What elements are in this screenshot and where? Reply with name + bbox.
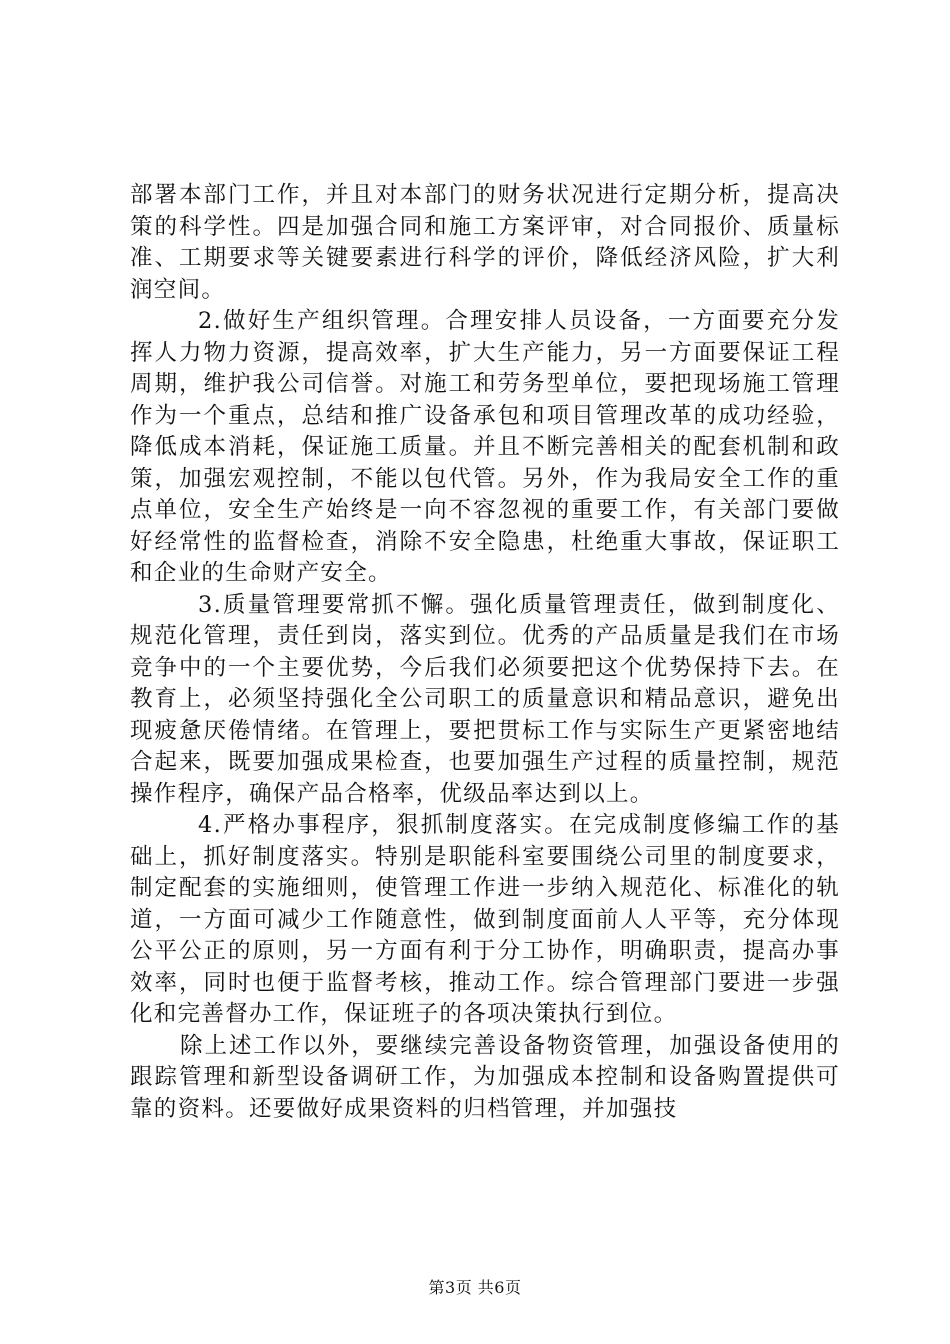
document-body (130, 180, 840, 1125)
paragraph-closing: 除上述工作以外，要继续完善设备物资管理，加强设备使用的跟踪管理和新型设备调研工作，为加强成本控制和设备购置提供可靠的资料。还要做好成果资料的归档管理，并加强技 (130, 1032, 840, 1122)
paragraph-continuation: 部署本部门工作，并且对本部门的财务状况进行定期分析，提高决策的科学性。四是加强合同和施工方案评审，对合同报价、质量标准、工期要求等关键要素进行科学的评价，降低经济风险，扩大利润空间。 (130, 182, 840, 303)
page-number-footer: 第3页 共6页 (428, 1278, 522, 1297)
paragraph-item-3: 3.质量管理要常抓不懈。强化质量管理责任，做到制度化、规范化管理，责任到岗，落实到位。优秀的产品质量是我们在市场竞争中的一个主要优势，今后我们必须要把这个优势保持下去。在教育上，必须坚持强化全公司职工的质量意识和精品意识，避免出现疲惫厌倦情绪。在管理上，要把贯标工作与实际生产更紧密地结合起来，既要加强成果检查，也要加强生产过程的质量控制，规范操作程序，确保产品合格率，优级品率达到以上。 (130, 591, 840, 807)
paragraph-item-4: 4.严格办事程序，狠抓制度落实。在完成制度修编工作的基础上，抓好制度落实。特别是职能科室要围绕公司里的制度要求，制定配套的实施细则，使管理工作进一步纳入规范化、标准化的轨道，一方面可减少工作随意性，做到制度面前人人平等，充分体现公平公正的原则，另一方面有利于分工协作，明确职责，提高办事效率，同时也便于监督考核，推动工作。综合管理部门要进一步强化和完善督办工作，保证班子的各项决策执行到位。 (130, 812, 840, 1027)
paragraph-item-2: 2.做好生产组织管理。合理安排人员设备，一方面要充分发挥人力物力资源，提高效率，扩大生产能力，另一方面要保证工程周期，维护我公司信誉。对施工和劳务型单位，要把现场施工管理作为一个重点，总结和推广设备承包和项目管理改革的成功经验，降低成本消耗，保证施工质量。并且不断完善相关的配套机制和政策，加强宏观控制，不能以包代管。另外，作为我局安全工作的重点单位，安全生产始终是一向不容忽视的重要工作，有关部门要做好经常性的监督检查，消除不安全隐患，杜绝重大事故，保证职工和企业的生命财产安全。 (130, 308, 840, 586)
